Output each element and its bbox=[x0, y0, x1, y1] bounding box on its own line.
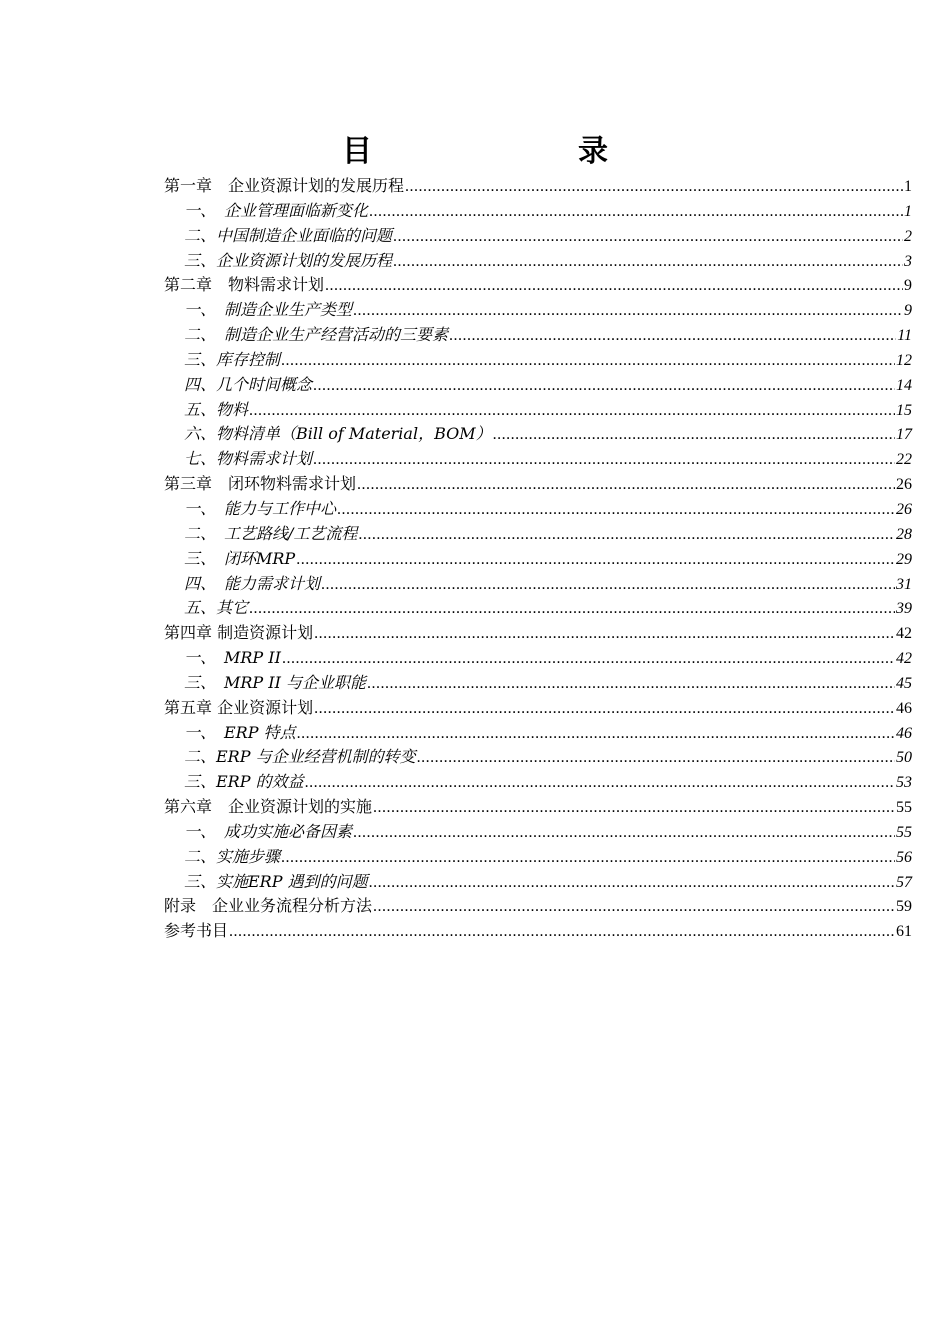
toc-chapter-entry[interactable] bbox=[164, 894, 912, 919]
toc-chapter-entry[interactable] bbox=[164, 273, 912, 298]
toc-page-number: 9 bbox=[904, 277, 912, 295]
toc-section-entry[interactable] bbox=[164, 323, 912, 348]
toc-page-number: 59 bbox=[896, 898, 912, 916]
toc-dot-leader bbox=[314, 697, 895, 721]
toc-section-entry[interactable] bbox=[164, 199, 912, 224]
toc-dot-leader bbox=[449, 324, 896, 348]
toc-dot-leader bbox=[358, 523, 895, 547]
toc-section-entry[interactable] bbox=[164, 422, 912, 447]
toc-dot-leader bbox=[229, 920, 895, 944]
toc-chapter-entry[interactable] bbox=[164, 174, 912, 199]
toc-entry-label: 四、几个时间概念 bbox=[184, 374, 313, 394]
toc-dot-leader bbox=[353, 299, 903, 323]
toc-page-number: 61 bbox=[896, 923, 912, 941]
toc-entry-label: 五、其它 bbox=[184, 598, 249, 618]
toc-page-number: 22 bbox=[896, 451, 912, 469]
toc-dot-leader bbox=[321, 573, 895, 597]
toc-page-number: 42 bbox=[896, 625, 912, 643]
toc-page-number: 56 bbox=[896, 848, 912, 866]
toc-dot-leader bbox=[369, 200, 903, 224]
toc-page-number: 46 bbox=[896, 724, 912, 742]
toc-entry-label: 第一章 企业资源计划的发展历程 bbox=[164, 176, 405, 195]
toc-page-number: 55 bbox=[896, 823, 912, 841]
toc-dot-leader bbox=[249, 399, 895, 423]
toc-chapter-entry[interactable] bbox=[164, 919, 912, 944]
toc-page-number: 57 bbox=[896, 873, 912, 891]
toc-page-number: 39 bbox=[896, 600, 912, 618]
toc-entry-label: 附录 企业业务流程分析方法 bbox=[164, 896, 373, 916]
toc-dot-leader bbox=[369, 871, 895, 895]
toc-dot-leader bbox=[281, 349, 895, 373]
toc-chapter-entry[interactable] bbox=[164, 696, 912, 721]
toc-section-entry[interactable] bbox=[164, 572, 912, 597]
toc-dot-leader bbox=[313, 374, 895, 398]
toc-entry-label: 三、企业资源计划的发展历程 bbox=[184, 250, 393, 270]
toc-section-entry[interactable] bbox=[164, 373, 912, 398]
toc-section-entry[interactable] bbox=[164, 398, 912, 423]
toc-section-entry[interactable] bbox=[164, 224, 912, 249]
toc-chapter-entry[interactable] bbox=[164, 472, 912, 497]
toc-dot-leader bbox=[325, 274, 903, 298]
toc-entry-label: 六、物料清单（Bill of Material，BOM） bbox=[184, 424, 492, 444]
toc-section-entry[interactable] bbox=[164, 671, 912, 696]
toc-entry-label: 二、实施步骤 bbox=[184, 846, 281, 866]
toc-page-number: 46 bbox=[896, 699, 912, 717]
toc-page-number: 50 bbox=[896, 749, 912, 767]
toc-entry-label: 一、 制造企业生产类型 bbox=[184, 300, 353, 320]
toc-entry-label: 参考书目 bbox=[164, 921, 229, 941]
toc-page-number: 26 bbox=[896, 476, 912, 494]
toc-dot-leader bbox=[297, 722, 895, 746]
toc-entry-label: 第六章 企业资源计划的实施 bbox=[164, 797, 373, 817]
toc-entry-label: 一、 ERP 特点 bbox=[184, 722, 296, 742]
toc-dot-leader bbox=[367, 672, 895, 696]
toc-entry-label: 一、 MRP II bbox=[184, 648, 281, 668]
toc-section-entry[interactable] bbox=[164, 745, 912, 770]
toc-page-number: 1 bbox=[904, 202, 912, 220]
toc-section-entry[interactable] bbox=[164, 298, 912, 323]
toc-chapter-entry[interactable] bbox=[164, 621, 912, 646]
toc-section-entry[interactable] bbox=[164, 348, 912, 373]
toc-dot-leader bbox=[405, 175, 903, 199]
toc-entry-label: 第四章 制造资源计划 bbox=[164, 623, 314, 643]
toc-page-number: 1 bbox=[904, 178, 912, 195]
toc-dot-leader bbox=[393, 250, 903, 274]
toc-page-number: 26 bbox=[896, 500, 912, 518]
toc-section-entry[interactable] bbox=[164, 845, 912, 870]
toc-section-entry[interactable] bbox=[164, 820, 912, 845]
toc-page-number: 45 bbox=[896, 674, 912, 692]
toc-dot-leader bbox=[417, 746, 895, 770]
toc-page-number: 29 bbox=[896, 550, 912, 568]
toc-dot-leader bbox=[373, 796, 895, 820]
toc-dot-leader bbox=[305, 771, 895, 795]
toc-entry-label: 三、ERP 的效益 bbox=[184, 772, 304, 792]
toc-entry-label: 三、库存控制 bbox=[184, 349, 281, 369]
toc-page-number: 28 bbox=[896, 525, 912, 543]
page-title: 目 录 bbox=[342, 134, 696, 169]
toc-entry-label: 一、 能力与工作中心 bbox=[184, 498, 337, 518]
toc-page-number: 3 bbox=[904, 252, 912, 270]
toc-dot-leader bbox=[296, 548, 895, 572]
toc-entry-label: 第五章 企业资源计划 bbox=[164, 697, 314, 717]
toc-entry-label: 一、 企业管理面临新变化 bbox=[184, 200, 369, 220]
toc-entry-label: 二、ERP 与企业经营机制的转变 bbox=[184, 747, 416, 767]
toc-page-number: 9 bbox=[904, 302, 912, 320]
toc-page-number: 15 bbox=[896, 401, 912, 419]
toc-entry-label: 二、 工艺路线/工艺流程 bbox=[184, 523, 358, 543]
toc-section-entry[interactable] bbox=[164, 721, 912, 746]
toc-page-number: 42 bbox=[896, 650, 912, 668]
toc-entry-label: 四、 能力需求计划 bbox=[184, 573, 321, 593]
toc-page-number: 12 bbox=[896, 351, 912, 369]
toc-section-entry[interactable] bbox=[164, 547, 912, 572]
toc-chapter-entry[interactable] bbox=[164, 795, 912, 820]
toc-dot-leader bbox=[314, 622, 895, 646]
toc-entry-label: 五、物料 bbox=[184, 399, 249, 419]
toc-section-entry[interactable] bbox=[164, 249, 912, 274]
table-of-contents bbox=[164, 174, 912, 944]
toc-entry-label: 二、中国制造企业面临的问题 bbox=[184, 225, 393, 245]
toc-entry-label: 一、 成功实施必备因素 bbox=[184, 821, 353, 841]
toc-section-entry[interactable] bbox=[164, 646, 912, 671]
toc-section-entry[interactable] bbox=[164, 770, 912, 795]
toc-dot-leader bbox=[337, 498, 895, 522]
toc-dot-leader bbox=[313, 448, 895, 472]
toc-entry-label: 七、物料需求计划 bbox=[184, 449, 313, 469]
toc-dot-leader bbox=[393, 225, 903, 249]
toc-entry-label: 第二章 物料需求计划 bbox=[164, 275, 325, 295]
toc-dot-leader bbox=[353, 821, 895, 845]
toc-entry-label: 二、 制造企业生产经营活动的三要素 bbox=[184, 325, 449, 345]
toc-entry-label: 三、 MRP II 与企业职能 bbox=[184, 672, 367, 692]
toc-section-entry[interactable] bbox=[164, 596, 912, 621]
toc-entry-label: 三、 闭环MRP bbox=[184, 548, 296, 568]
toc-section-entry[interactable] bbox=[164, 522, 912, 547]
toc-page-number: 2 bbox=[904, 227, 912, 245]
toc-page-number: 31 bbox=[896, 575, 912, 593]
toc-page-number: 53 bbox=[896, 774, 912, 792]
toc-dot-leader bbox=[357, 473, 895, 497]
toc-page-number: 14 bbox=[896, 376, 912, 394]
toc-page-number: 11 bbox=[897, 327, 912, 345]
toc-dot-leader bbox=[493, 423, 895, 447]
toc-dot-leader bbox=[373, 895, 895, 919]
toc-page-number: 55 bbox=[896, 799, 912, 817]
toc-dot-leader bbox=[281, 846, 895, 870]
toc-dot-leader bbox=[282, 647, 895, 671]
toc-section-entry[interactable] bbox=[164, 497, 912, 522]
toc-dot-leader bbox=[249, 597, 895, 621]
toc-section-entry[interactable] bbox=[164, 447, 912, 472]
toc-entry-label: 第三章 闭环物料需求计划 bbox=[164, 474, 357, 494]
toc-page-number: 17 bbox=[896, 426, 912, 444]
toc-entry-label: 三、实施ERP 遇到的问题 bbox=[184, 871, 368, 891]
toc-section-entry[interactable] bbox=[164, 870, 912, 895]
